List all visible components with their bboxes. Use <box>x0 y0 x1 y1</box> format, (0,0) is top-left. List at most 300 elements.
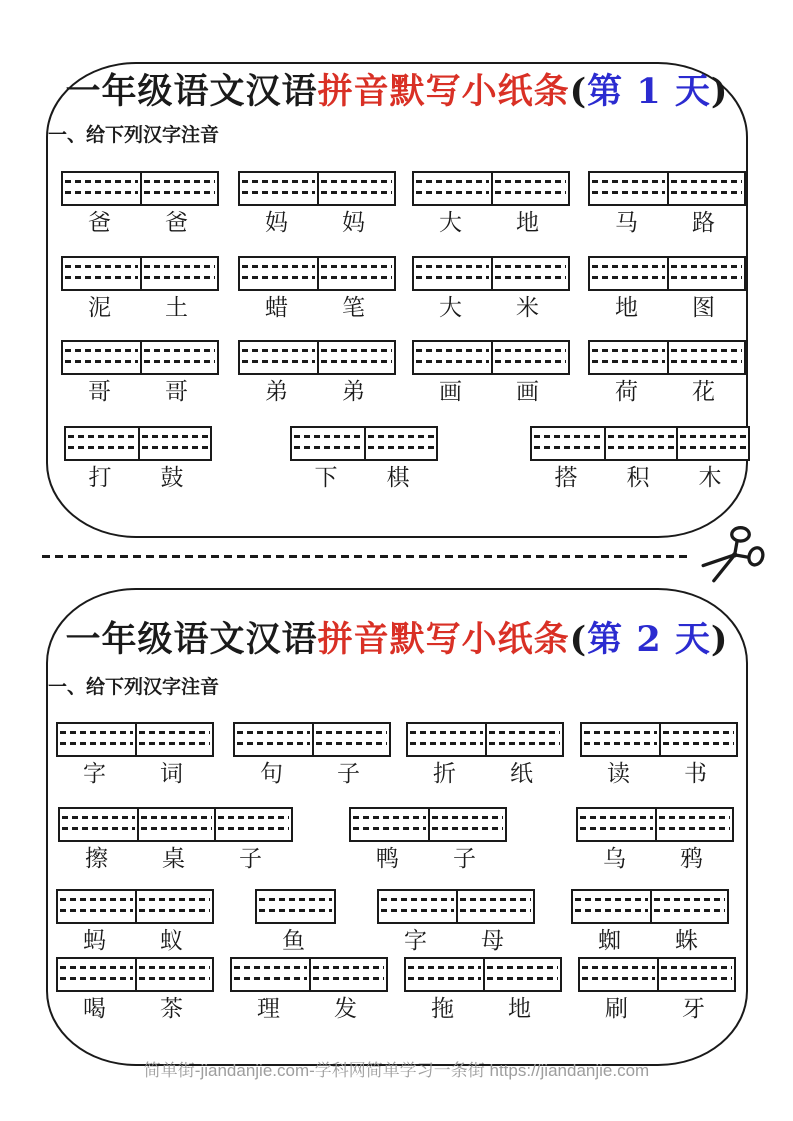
hanzi-char: 擦 <box>85 846 108 872</box>
pinyin-guide-line <box>65 349 138 352</box>
pinyin-word-group <box>61 256 219 321</box>
pinyin-guide-line <box>242 349 315 352</box>
pinyin-cell <box>491 258 568 289</box>
hanzi-char: 蛛 <box>675 928 698 954</box>
pinyin-cell <box>60 809 137 840</box>
pinyin-box <box>412 340 570 375</box>
pinyin-guide-line <box>584 742 657 745</box>
hanzi-char: 积 <box>626 465 650 491</box>
pinyin-guide-line <box>487 977 558 980</box>
title-open-paren: ( <box>569 619 588 660</box>
pinyin-guide-line <box>237 742 310 745</box>
pinyin-guide-line <box>534 446 602 449</box>
pinyin-cell <box>58 959 135 990</box>
pinyin-guide-line <box>65 265 138 268</box>
pinyin-word-group <box>580 722 738 787</box>
hanzi-word <box>530 465 750 491</box>
pinyin-guide-line <box>139 909 210 912</box>
pinyin-cell <box>408 724 485 755</box>
pinyin-guide-line <box>60 977 133 980</box>
card-title <box>48 72 746 112</box>
hanzi-char: 桌 <box>162 846 185 872</box>
hanzi-word <box>576 846 734 872</box>
pinyin-guide-line <box>534 435 602 438</box>
hanzi-char: 词 <box>160 761 183 787</box>
pinyin-cell <box>406 959 483 990</box>
hanzi-char: 土 <box>165 295 188 321</box>
pinyin-guide-line <box>242 360 315 363</box>
hanzi-char: 爸 <box>88 210 111 236</box>
pinyin-cell <box>590 173 667 204</box>
pinyin-guide-line <box>663 731 734 734</box>
hanzi-char: 鸦 <box>680 846 703 872</box>
pinyin-guide-line <box>416 265 489 268</box>
pinyin-word-group <box>588 256 746 321</box>
pinyin-guide-line <box>416 276 489 279</box>
pinyin-cell <box>317 342 394 373</box>
pinyin-cell <box>428 809 505 840</box>
hanzi-char: 棋 <box>386 465 410 491</box>
pinyin-cell <box>138 428 210 459</box>
pinyin-cell <box>578 809 655 840</box>
pinyin-box <box>412 171 570 206</box>
pinyin-cell <box>257 891 334 922</box>
pinyin-guide-line <box>68 435 136 438</box>
pinyin-guide-line <box>294 446 362 449</box>
pinyin-guide-line <box>671 360 742 363</box>
pinyin-guide-line <box>671 349 742 352</box>
pinyin-cell <box>414 173 491 204</box>
pinyin-guide-line <box>321 180 392 183</box>
pinyin-guide-line <box>408 977 481 980</box>
pinyin-guide-line <box>321 349 392 352</box>
pinyin-guide-line <box>68 446 136 449</box>
pinyin-guide-line <box>141 816 212 819</box>
pinyin-cell <box>232 959 309 990</box>
card-title <box>48 620 746 660</box>
pinyin-guide-line <box>65 180 138 183</box>
hanzi-char: 路 <box>692 210 715 236</box>
pinyin-guide-line <box>432 816 503 819</box>
pinyin-box <box>238 256 396 291</box>
hanzi-char: 刷 <box>605 996 628 1022</box>
hanzi-char: 妈 <box>342 210 365 236</box>
pinyin-guide-line <box>259 898 332 901</box>
pinyin-guide-line <box>218 816 289 819</box>
worksheet-card <box>46 588 748 1066</box>
hanzi-word <box>238 379 396 405</box>
pinyin-guide-line <box>495 276 566 279</box>
hanzi-char: 鼓 <box>160 465 184 491</box>
title-open-paren: ( <box>569 71 588 112</box>
pinyin-guide-line <box>416 349 489 352</box>
hanzi-word <box>412 295 570 321</box>
pinyin-cell <box>590 258 667 289</box>
pinyin-word-group <box>530 426 750 491</box>
hanzi-char: 拖 <box>431 996 454 1022</box>
pinyin-guide-line <box>60 909 133 912</box>
pinyin-guide-line <box>144 360 215 363</box>
pinyin-word-group <box>64 426 212 491</box>
pinyin-guide-line <box>316 731 387 734</box>
pinyin-guide-line <box>139 898 210 901</box>
hanzi-char: 字 <box>404 928 427 954</box>
pinyin-guide-line <box>294 435 362 438</box>
pinyin-word-group <box>238 340 396 405</box>
pinyin-guide-line <box>460 909 531 912</box>
pinyin-word-group <box>255 889 336 954</box>
pinyin-word-group <box>61 340 219 405</box>
pinyin-guide-line <box>659 816 730 819</box>
pinyin-guide-line <box>60 731 133 734</box>
hanzi-char: 弟 <box>342 379 365 405</box>
footer-watermark: 简单街-jiandanjie.com-学科网简单学习一条街 https://jiandanjie.com <box>143 1061 650 1080</box>
hanzi-char: 书 <box>684 761 707 787</box>
hanzi-char: 搭 <box>554 465 578 491</box>
title-close-paren: ) <box>710 619 729 660</box>
pinyin-box <box>56 889 214 924</box>
pinyin-guide-line <box>142 435 208 438</box>
pinyin-box <box>230 957 388 992</box>
pinyin-box <box>406 722 564 757</box>
pinyin-cell <box>364 428 436 459</box>
hanzi-word <box>230 996 388 1022</box>
pinyin-cell <box>240 342 317 373</box>
pinyin-guide-line <box>353 827 426 830</box>
pinyin-cell <box>582 724 659 755</box>
pinyin-box <box>290 426 438 461</box>
pinyin-cell <box>214 809 291 840</box>
pinyin-cell <box>235 724 312 755</box>
hanzi-word <box>61 210 219 236</box>
pinyin-guide-line <box>489 742 560 745</box>
pinyin-cell <box>379 891 456 922</box>
hanzi-word <box>406 761 564 787</box>
pinyin-guide-line <box>680 435 746 438</box>
pinyin-cell <box>590 342 667 373</box>
pinyin-cell <box>351 809 428 840</box>
hanzi-word <box>588 210 746 236</box>
hanzi-word <box>58 846 293 872</box>
pinyin-cell <box>63 173 140 204</box>
pinyin-word-group <box>412 256 570 321</box>
hanzi-char: 子 <box>337 761 360 787</box>
hanzi-word <box>588 379 746 405</box>
pinyin-box <box>238 340 396 375</box>
hanzi-word <box>580 761 738 787</box>
pinyin-box <box>377 889 535 924</box>
hanzi-char: 发 <box>334 996 357 1022</box>
pinyin-guide-line <box>416 180 489 183</box>
pinyin-cell <box>573 891 650 922</box>
pinyin-guide-line <box>144 276 215 279</box>
hanzi-char: 泥 <box>88 295 111 321</box>
pinyin-guide-line <box>60 742 133 745</box>
pinyin-guide-line <box>432 827 503 830</box>
pinyin-cell <box>135 891 212 922</box>
pinyin-guide-line <box>60 898 133 901</box>
pinyin-guide-line <box>144 180 215 183</box>
title-text-red: 拼音默写小纸条 <box>317 619 570 660</box>
hanzi-char: 蚂 <box>83 928 106 954</box>
pinyin-guide-line <box>489 731 560 734</box>
pinyin-guide-line <box>144 191 215 194</box>
hanzi-word <box>238 295 396 321</box>
pinyin-word-group <box>412 340 570 405</box>
pinyin-guide-line <box>316 742 387 745</box>
pinyin-cell <box>309 959 386 990</box>
pinyin-word-group <box>58 807 293 872</box>
pinyin-guide-line <box>62 827 135 830</box>
pinyin-cell <box>66 428 138 459</box>
hanzi-char: 画 <box>516 379 539 405</box>
section-heading: 一、给下列汉字注音 <box>48 677 220 698</box>
pinyin-guide-line <box>580 827 653 830</box>
hanzi-word <box>404 996 562 1022</box>
hanzi-char: 哥 <box>165 379 188 405</box>
pinyin-guide-line <box>62 816 135 819</box>
hanzi-word <box>56 996 214 1022</box>
pinyin-guide-line <box>321 276 392 279</box>
pinyin-cell <box>657 959 734 990</box>
hanzi-word <box>377 928 535 954</box>
pinyin-cell <box>240 173 317 204</box>
pinyin-box <box>588 340 746 375</box>
pinyin-guide-line <box>242 191 315 194</box>
pinyin-guide-line <box>381 909 454 912</box>
pinyin-guide-line <box>661 966 732 969</box>
pinyin-guide-line <box>495 191 566 194</box>
pinyin-guide-line <box>671 191 742 194</box>
title-text-black: 一年级语文汉语 <box>65 71 318 112</box>
title-text-black: 一年级语文汉语 <box>65 619 318 660</box>
pinyin-guide-line <box>416 191 489 194</box>
pinyin-box <box>61 340 219 375</box>
pinyin-guide-line <box>242 180 315 183</box>
hanzi-word <box>412 210 570 236</box>
pinyin-cell <box>532 428 604 459</box>
pinyin-box <box>588 171 746 206</box>
pinyin-guide-line <box>582 966 655 969</box>
pinyin-guide-line <box>663 742 734 745</box>
hanzi-char: 爸 <box>165 210 188 236</box>
pinyin-word-group <box>588 340 746 405</box>
pinyin-guide-line <box>584 731 657 734</box>
pinyin-cell <box>650 891 727 922</box>
pinyin-guide-line <box>237 731 310 734</box>
pinyin-box <box>404 957 562 992</box>
pinyin-cell <box>63 258 140 289</box>
hanzi-char: 蜘 <box>598 928 621 954</box>
pinyin-cell <box>604 428 676 459</box>
hanzi-char: 画 <box>439 379 462 405</box>
hanzi-char: 牙 <box>682 996 705 1022</box>
pinyin-cell <box>140 342 217 373</box>
pinyin-box <box>412 256 570 291</box>
pinyin-box <box>571 889 729 924</box>
hanzi-char: 妈 <box>265 210 288 236</box>
title-day-label: 第 1 天 <box>587 71 711 112</box>
pinyin-word-group <box>578 957 736 1022</box>
pinyin-cell <box>491 342 568 373</box>
pinyin-guide-line <box>321 265 392 268</box>
hanzi-word <box>238 210 396 236</box>
hanzi-word <box>61 379 219 405</box>
pinyin-cell <box>58 891 135 922</box>
pinyin-guide-line <box>410 742 483 745</box>
pinyin-cell <box>456 891 533 922</box>
hanzi-char: 打 <box>88 465 112 491</box>
pinyin-word-group <box>61 171 219 236</box>
pinyin-word-group <box>238 256 396 321</box>
hanzi-char: 母 <box>481 928 504 954</box>
worksheet-card <box>46 62 748 538</box>
hanzi-char: 弟 <box>265 379 288 405</box>
pinyin-guide-line <box>410 731 483 734</box>
pinyin-guide-line <box>608 435 674 438</box>
hanzi-word <box>588 295 746 321</box>
pinyin-guide-line <box>487 966 558 969</box>
pinyin-cell <box>58 724 135 755</box>
pinyin-guide-line <box>313 977 384 980</box>
pinyin-cell <box>667 258 744 289</box>
pinyin-guide-line <box>242 276 315 279</box>
pinyin-guide-line <box>321 360 392 363</box>
pinyin-word-group <box>56 889 214 954</box>
hanzi-char: 蚁 <box>160 928 183 954</box>
pinyin-box <box>530 426 750 461</box>
pinyin-box <box>349 807 507 842</box>
pinyin-box <box>576 807 734 842</box>
pinyin-guide-line <box>65 360 138 363</box>
pinyin-word-group <box>349 807 507 872</box>
pinyin-guide-line <box>495 265 566 268</box>
pinyin-guide-line <box>592 265 665 268</box>
pinyin-guide-line <box>368 446 434 449</box>
pinyin-guide-line <box>608 446 674 449</box>
pinyin-guide-line <box>680 446 746 449</box>
pinyin-guide-line <box>671 180 742 183</box>
pinyin-guide-line <box>592 276 665 279</box>
hanzi-char: 蜡 <box>265 295 288 321</box>
pinyin-guide-line <box>661 977 732 980</box>
hanzi-char: 哥 <box>88 379 111 405</box>
pinyin-guide-line <box>495 349 566 352</box>
pinyin-guide-line <box>234 966 307 969</box>
pinyin-guide-line <box>582 977 655 980</box>
pinyin-guide-line <box>592 180 665 183</box>
pinyin-guide-line <box>671 265 742 268</box>
pinyin-box <box>61 256 219 291</box>
hanzi-char: 鸭 <box>376 846 399 872</box>
hanzi-char: 荷 <box>615 379 638 405</box>
pinyin-cell <box>414 258 491 289</box>
pinyin-box <box>64 426 212 461</box>
pinyin-guide-line <box>60 966 133 969</box>
pinyin-box <box>588 256 746 291</box>
pinyin-guide-line <box>592 360 665 363</box>
title-close-paren: ) <box>710 71 729 112</box>
hanzi-word <box>56 928 214 954</box>
hanzi-char: 大 <box>439 210 462 236</box>
hanzi-char: 读 <box>607 761 630 787</box>
pinyin-box <box>238 171 396 206</box>
pinyin-cell <box>317 258 394 289</box>
pinyin-guide-line <box>313 966 384 969</box>
pinyin-cell <box>676 428 748 459</box>
pinyin-guide-line <box>144 265 215 268</box>
hanzi-word <box>64 465 212 491</box>
hanzi-char: 茶 <box>160 996 183 1022</box>
hanzi-char: 大 <box>439 295 462 321</box>
pinyin-cell <box>483 959 560 990</box>
pinyin-guide-line <box>368 435 434 438</box>
pinyin-guide-line <box>353 816 426 819</box>
pinyin-guide-line <box>381 898 454 901</box>
pinyin-guide-line <box>575 909 648 912</box>
pinyin-cell <box>667 342 744 373</box>
pinyin-word-group <box>377 889 535 954</box>
pinyin-word-group <box>56 957 214 1022</box>
pinyin-guide-line <box>234 977 307 980</box>
hanzi-word <box>290 465 438 491</box>
pinyin-word-group <box>576 807 734 872</box>
hanzi-char: 折 <box>433 761 456 787</box>
hanzi-char: 鱼 <box>282 928 305 954</box>
title-text-red: 拼音默写小纸条 <box>317 71 570 112</box>
pinyin-guide-line <box>139 742 210 745</box>
pinyin-guide-line <box>659 827 730 830</box>
pinyin-cell <box>667 173 744 204</box>
pinyin-cell <box>140 258 217 289</box>
hanzi-word <box>233 761 391 787</box>
pinyin-guide-line <box>654 909 725 912</box>
hanzi-word <box>578 996 736 1022</box>
pinyin-word-group <box>406 722 564 787</box>
pinyin-guide-line <box>671 276 742 279</box>
hanzi-char: 笔 <box>342 295 365 321</box>
hanzi-char: 句 <box>260 761 283 787</box>
pinyin-guide-line <box>592 191 665 194</box>
hanzi-word <box>412 379 570 405</box>
pinyin-guide-line <box>321 191 392 194</box>
pinyin-guide-line <box>139 977 210 980</box>
hanzi-word <box>61 295 219 321</box>
pinyin-guide-line <box>580 816 653 819</box>
pinyin-cell <box>137 809 214 840</box>
pinyin-guide-line <box>65 191 138 194</box>
section-heading: 一、给下列汉字注音 <box>48 125 220 146</box>
hanzi-char: 纸 <box>510 761 533 787</box>
hanzi-char: 米 <box>516 295 539 321</box>
pinyin-cell <box>292 428 364 459</box>
pinyin-box <box>578 957 736 992</box>
pinyin-word-group <box>588 171 746 236</box>
pinyin-cell <box>240 258 317 289</box>
cut-dashed-line <box>42 555 692 558</box>
pinyin-box <box>56 722 214 757</box>
pinyin-word-group <box>56 722 214 787</box>
pinyin-box <box>233 722 391 757</box>
pinyin-box <box>580 722 738 757</box>
pinyin-guide-line <box>144 349 215 352</box>
pinyin-box <box>61 171 219 206</box>
pinyin-word-group <box>230 957 388 1022</box>
pinyin-box <box>255 889 336 924</box>
pinyin-word-group <box>571 889 729 954</box>
pinyin-guide-line <box>65 276 138 279</box>
pinyin-guide-line <box>575 898 648 901</box>
